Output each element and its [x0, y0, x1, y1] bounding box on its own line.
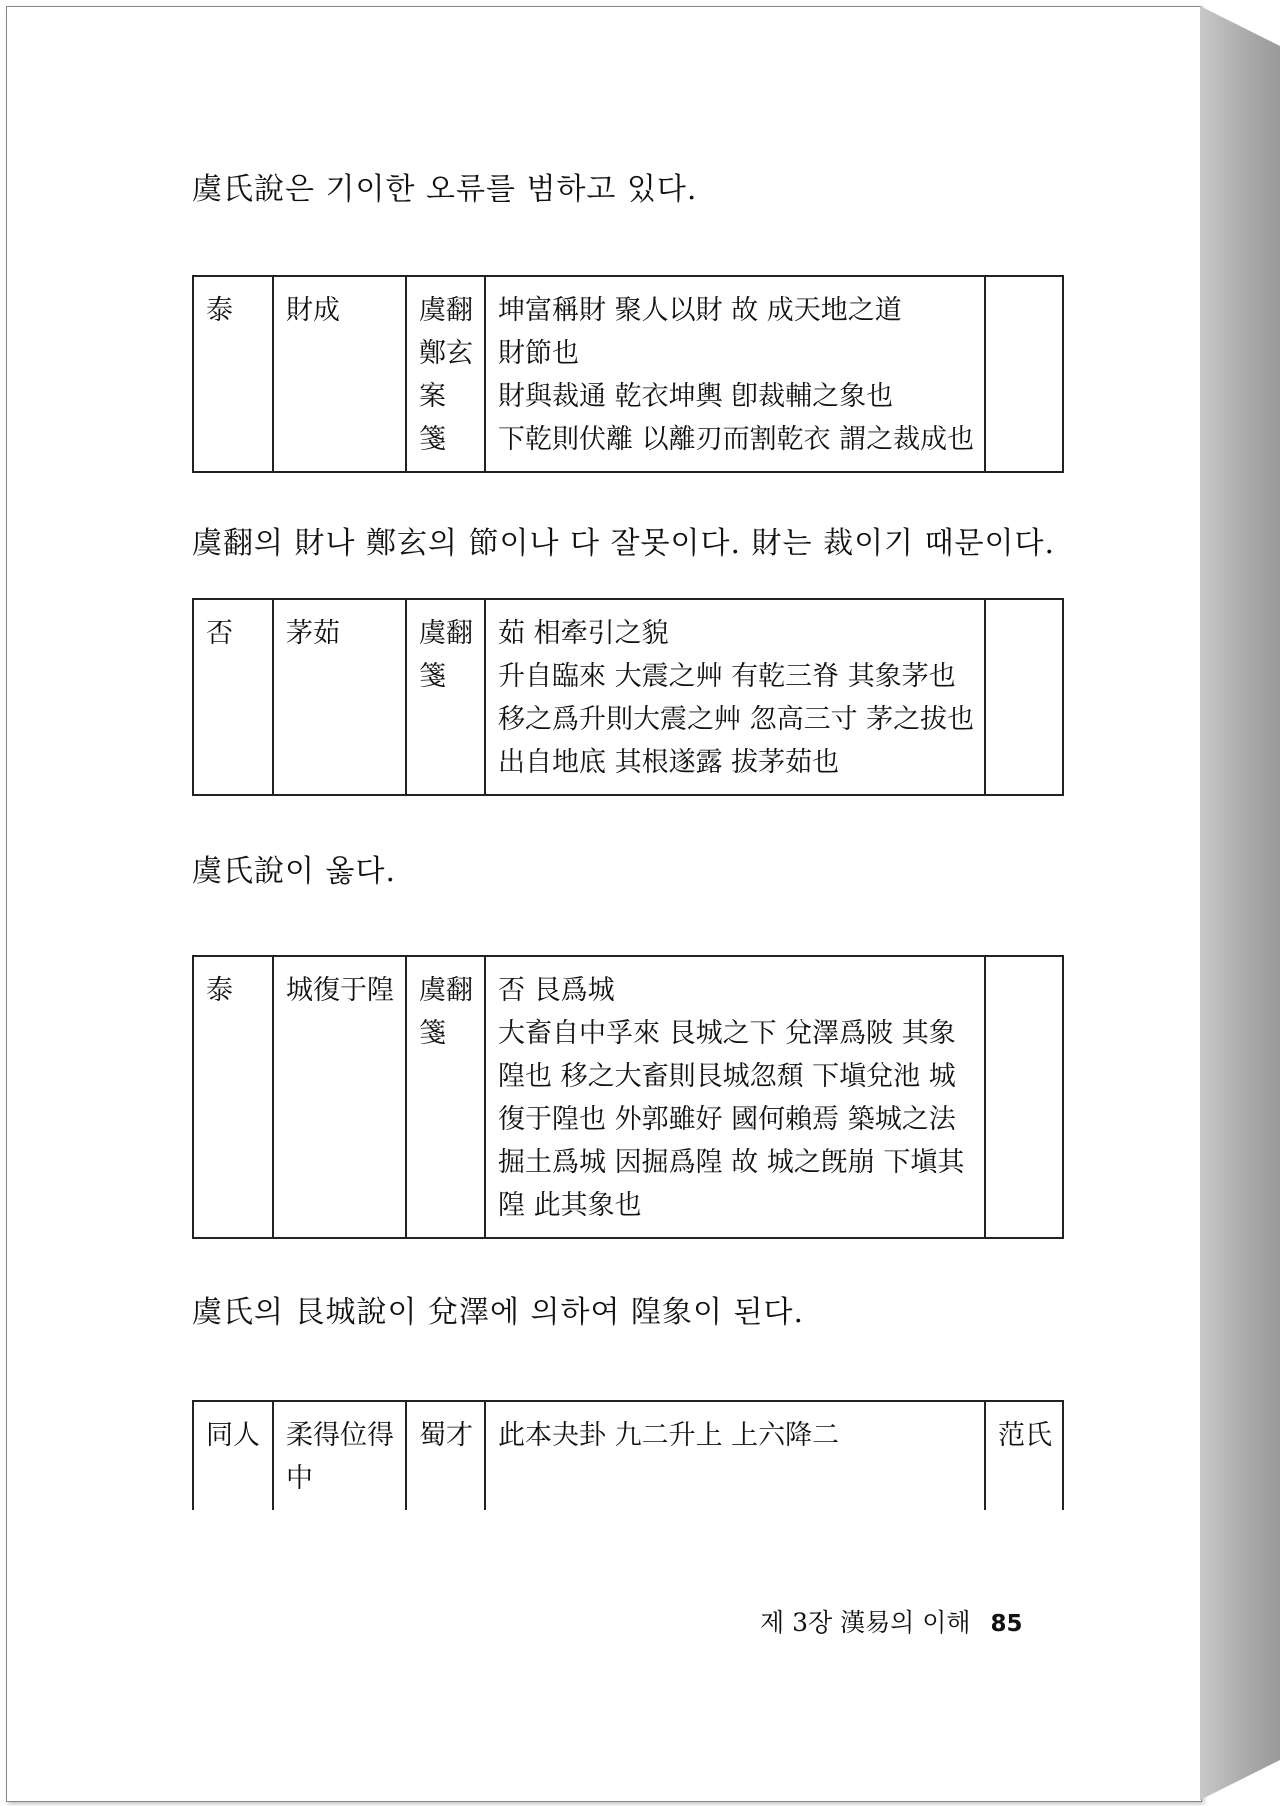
commentary-line: 茹 相牽引之貌: [498, 618, 669, 649]
source-cell: [406, 599, 485, 795]
source-cell: [406, 276, 485, 472]
source-name: 案: [419, 381, 446, 412]
commentary-line: 財與裁通 乾衣坤輿 卽裁輔之象也: [498, 381, 894, 412]
table-row: [193, 1401, 1063, 1510]
table-row: [193, 599, 1063, 795]
note-cell: [985, 276, 1063, 472]
book-page-edge: [1200, 6, 1280, 1800]
commentary-line: 財節也: [498, 338, 579, 369]
source-name: 虞翻: [419, 975, 473, 1006]
term-cell: [273, 1401, 406, 1510]
commentary-line: 大畜自中孚來 艮城之下 兌澤爲陂 其象: [498, 1018, 956, 1049]
commentary-line: 下乾則伏離 以離刃而割乾衣 謂之裁成也: [498, 424, 975, 455]
source-name: 蜀才: [419, 1420, 473, 1451]
source-name: 虞翻: [419, 295, 473, 326]
source-name: 箋: [419, 1018, 446, 1049]
chapter-title: 제 3장 漢易의 이해: [760, 1608, 971, 1637]
term-line: 柔得位得: [286, 1420, 394, 1451]
source-cell: [406, 1401, 485, 1510]
table-row: [193, 276, 1063, 472]
commentary-line: 否 艮爲城: [498, 975, 615, 1006]
commentary-line: 移之爲升則大震之艸 忽高三寸 茅之拔也: [498, 704, 975, 735]
commentary-line: 坤富稱財 聚人以財 故 成天地之道: [498, 295, 902, 326]
paragraph-1: 虞氏說은 기이한 오류를 범하고 있다.: [192, 172, 698, 207]
page-number: 85: [990, 1611, 1023, 1637]
commentary-cell: [485, 599, 985, 795]
source-cell: [406, 956, 485, 1238]
hexagram-cell: 否: [193, 599, 273, 795]
commentary-line: 此本夬卦 九二升上 上六降二: [498, 1420, 840, 1451]
term-cell: 茅茹: [273, 599, 406, 795]
commentary-table-1: [192, 275, 1064, 473]
source-name: 箋: [419, 661, 446, 692]
paragraph-4: 虞氏의 艮城說이 兌澤에 의하여 隍象이 된다.: [192, 1295, 805, 1330]
commentary-cell: [485, 1401, 985, 1510]
note-cell: [985, 956, 1063, 1238]
commentary-line: 隍 此其象也: [498, 1190, 642, 1221]
note-cell: [985, 599, 1063, 795]
table-row: [193, 956, 1063, 1238]
paragraph-2: 虞翻의 財나 鄭玄의 節이나 다 잘못이다. 財는 裁이기 때문이다.: [192, 526, 1056, 561]
hexagram-cell: 同人: [193, 1401, 273, 1510]
commentary-cell: [485, 276, 985, 472]
commentary-line: 掘土爲城 因掘爲隍 故 城之旣崩 下塡其: [498, 1147, 965, 1178]
hexagram-cell: 泰: [193, 276, 273, 472]
source-name: 鄭玄: [419, 338, 473, 369]
source-name: 箋: [419, 424, 446, 455]
term-line: 中: [286, 1463, 313, 1494]
hexagram-cell: 泰: [193, 956, 273, 1238]
term-cell: 財成: [273, 276, 406, 472]
commentary-table-4: [192, 1400, 1064, 1510]
term-cell: 城復于隍: [273, 956, 406, 1238]
source-name: 虞翻: [419, 618, 473, 649]
commentary-table-3: [192, 955, 1064, 1239]
commentary-table-2: [192, 598, 1064, 796]
commentary-line: 復于隍也 外郭雖好 國何賴焉 築城之法: [498, 1104, 956, 1135]
commentary-line: 升自臨來 大震之艸 有乾三脊 其象茅也: [498, 661, 956, 692]
commentary-line: 隍也 移之大畜則艮城忽頹 下塡兌池 城: [498, 1061, 956, 1092]
commentary-line: 出自地底 其根遂露 拔茅茹也: [498, 747, 840, 778]
page-footer: [760, 1603, 1023, 1639]
paragraph-3: 虞氏說이 옳다.: [192, 854, 397, 889]
note-cell: 范氏: [985, 1401, 1063, 1510]
commentary-cell: [485, 956, 985, 1238]
